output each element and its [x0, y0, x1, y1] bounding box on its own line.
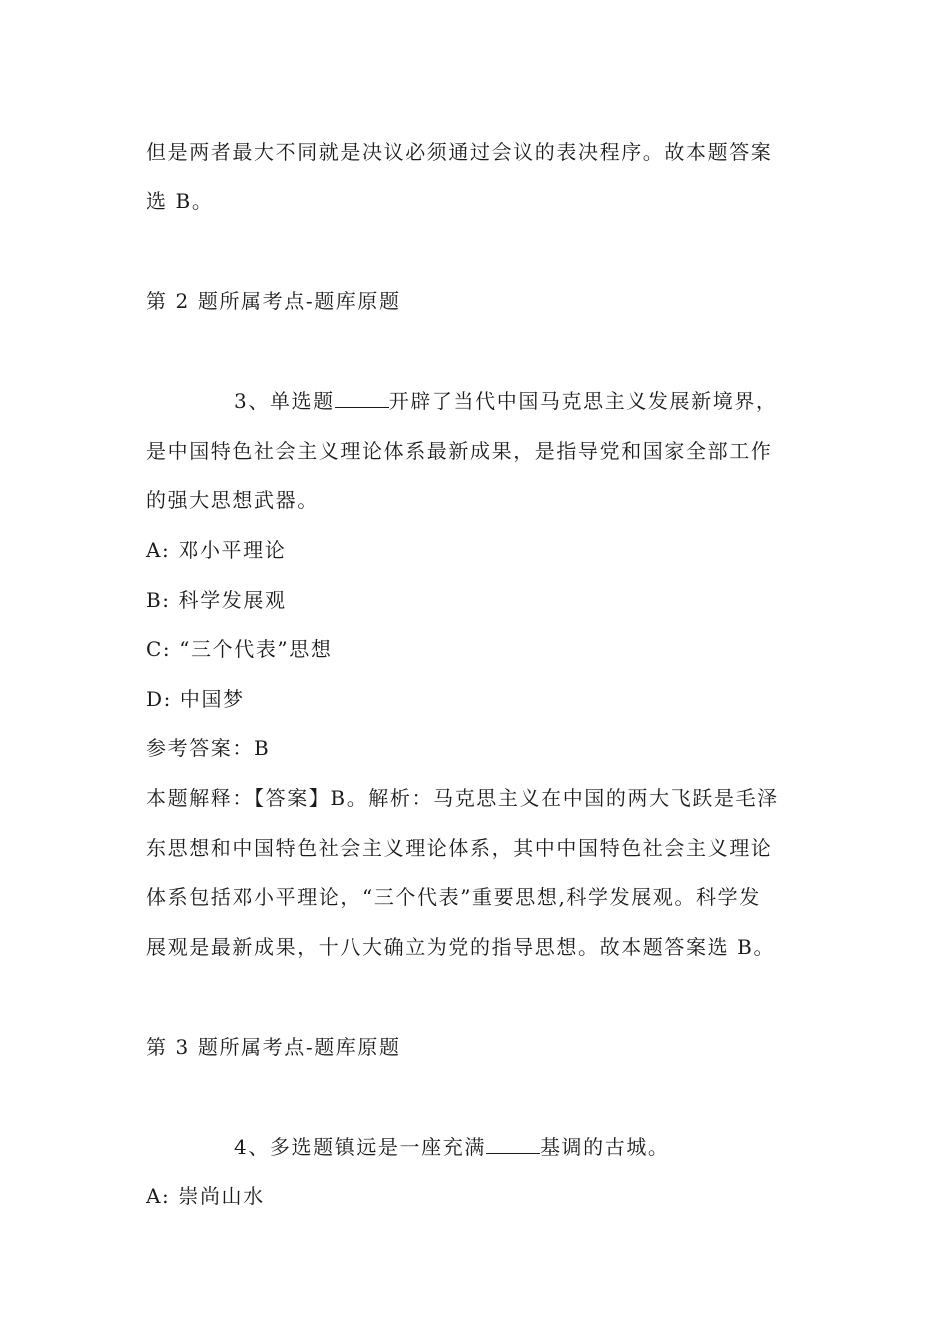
q3-explanation-line-1: 本题解释：【答案】B。解析：马克思主义在中国的两大飞跃是毛泽 [146, 786, 779, 810]
q2-explanation-line-1: 但是两者最大不同就是决议必须通过会议的表决程序。故本题答案 [146, 140, 773, 164]
q3-answer: 参考答案：B [146, 736, 271, 760]
answer-blank [335, 389, 389, 408]
q3-option-d: D: 中国梦 [146, 687, 245, 711]
q4-option-a: A: 崇尚山水 [146, 1184, 265, 1208]
q2-explanation-line-2: 选 B。 [146, 189, 214, 213]
q3-topic: 第 3 题所属考点-题库原题 [146, 1035, 401, 1059]
q3-stem-prefix: 3、单选题 [234, 389, 335, 413]
q3-explanation-line-4: 展观是最新成果，十八大确立为党的指导思想。故本题答案选 B。 [146, 935, 776, 959]
q4-stem-suffix: 基调的古城。 [539, 1135, 670, 1159]
q3-option-c: C: “三个代表”思想 [146, 637, 333, 661]
q3-stem-suffix: 开辟了当代中国马克思主义发展新境界， [388, 389, 778, 413]
q3-stem-line-3: 的强大思想武器。 [146, 488, 319, 512]
q3-stem-line-1 [234, 387, 898, 415]
q3-stem-line-2: 是中国特色社会主义理论体系最新成果，是指导党和国家全部工作 [146, 439, 773, 463]
q3-explanation-line-2: 东思想和中国特色社会主义理论体系，其中中国特色社会主义理论 [146, 836, 773, 860]
q4-stem-prefix: 4、多选题镇远是一座充满 [234, 1135, 486, 1159]
q4-stem [234, 1133, 898, 1161]
answer-blank [486, 1135, 540, 1154]
q3-option-a: A: 邓小平理论 [146, 538, 287, 562]
q2-topic: 第 2 题所属考点-题库原题 [146, 289, 401, 313]
q3-explanation-line-3: 体系包括邓小平理论，“三个代表”重要思想,科学发展观。科学发 [146, 885, 761, 909]
q3-option-b: B: 科学发展观 [146, 588, 287, 612]
